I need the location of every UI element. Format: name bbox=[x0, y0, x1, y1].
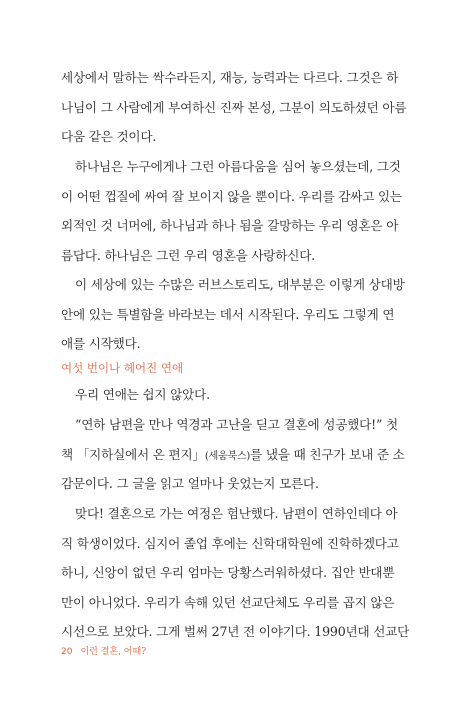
text-line: 안에 있는 특별함을 바라보는 데서 시작된다. 우리도 그렇게 연 bbox=[61, 306, 395, 322]
text-line: 시선으로 보았다. 그게 벌써 27년 전 이야기다. 1990년대 선교단 bbox=[61, 624, 410, 639]
paragraph-3 bbox=[61, 270, 423, 359]
text-line: 애를 시작했다. bbox=[61, 336, 141, 351]
publisher-note: (세움북스) bbox=[204, 450, 251, 462]
text-line: 이 어떤 껍질에 싸여 잘 보이지 않을 뿐이다. 우리를 감싸고 있는 bbox=[61, 188, 402, 204]
paragraph-1 bbox=[61, 63, 423, 152]
running-title: 이런 결혼, 어때? bbox=[80, 647, 147, 657]
text-line: 이 세상에 있는 수많은 러브스토리도, 대부분은 이렇게 상대방 bbox=[75, 277, 405, 292]
paragraph-6 bbox=[61, 499, 423, 647]
text-line: 맞다! 결혼으로 가는 여정은 험난했다. 남편이 연하인데다 아 bbox=[75, 506, 398, 521]
text-line: 하니, 신앙이 없던 우리 엄마는 당황스러워하셨다. 집안 반대뿐 bbox=[61, 565, 395, 580]
text-line: 하나님은 누구에게나 그런 아름다움을 심어 놓으셨는데, 그것 bbox=[75, 159, 401, 174]
text-line: 직 학생이었다. 심지어 졸업 후에는 신학대학원에 진학하겠다고 bbox=[61, 535, 399, 551]
text-line: 세상에서 말하는 싹수라든지, 재능, 능력과는 다르다. 그것은 하 bbox=[61, 70, 399, 85]
section-heading: 여섯 번이나 헤어진 연애 bbox=[61, 361, 184, 375]
paragraph-2 bbox=[61, 152, 423, 270]
text-continuation: 를 냈을 때 친구가 보내 준 소 bbox=[250, 446, 405, 462]
text-line: 외적인 것 너머에, 하나님과 하나 됨을 갈망하는 우리 영혼은 아 bbox=[61, 218, 399, 233]
text-line-with-citation bbox=[61, 440, 423, 470]
text-line: 만이 아니었다. 우리가 속해 있던 선교단체도 우리를 곱지 않은 bbox=[61, 594, 395, 610]
page-number: 20 bbox=[61, 647, 73, 657]
text-line: 우리 연애는 쉽지 않았다. bbox=[75, 387, 210, 402]
text-line: 감문이다. 그 글을 읽고 얼마나 웃었는지 모른다. bbox=[61, 476, 319, 491]
text-line: 름답다. 하나님은 그런 우리 영혼을 사랑하신다. bbox=[61, 247, 315, 263]
text-line: “연하 남편을 만나 역경과 고난을 딛고 결혼에 성공했다!” 첫 bbox=[75, 417, 398, 432]
page-footer bbox=[61, 645, 146, 659]
book-citation: 책 「지하실에서 온 편지」 bbox=[61, 446, 205, 462]
paragraph-5 bbox=[61, 410, 423, 499]
text-line: 나님이 그 사람에게 부여하신 진짜 본성, 그분이 의도하셨던 아름 bbox=[61, 99, 407, 115]
paragraph-4 bbox=[61, 380, 423, 410]
text-line: 다움 같은 것이다. bbox=[61, 129, 157, 144]
